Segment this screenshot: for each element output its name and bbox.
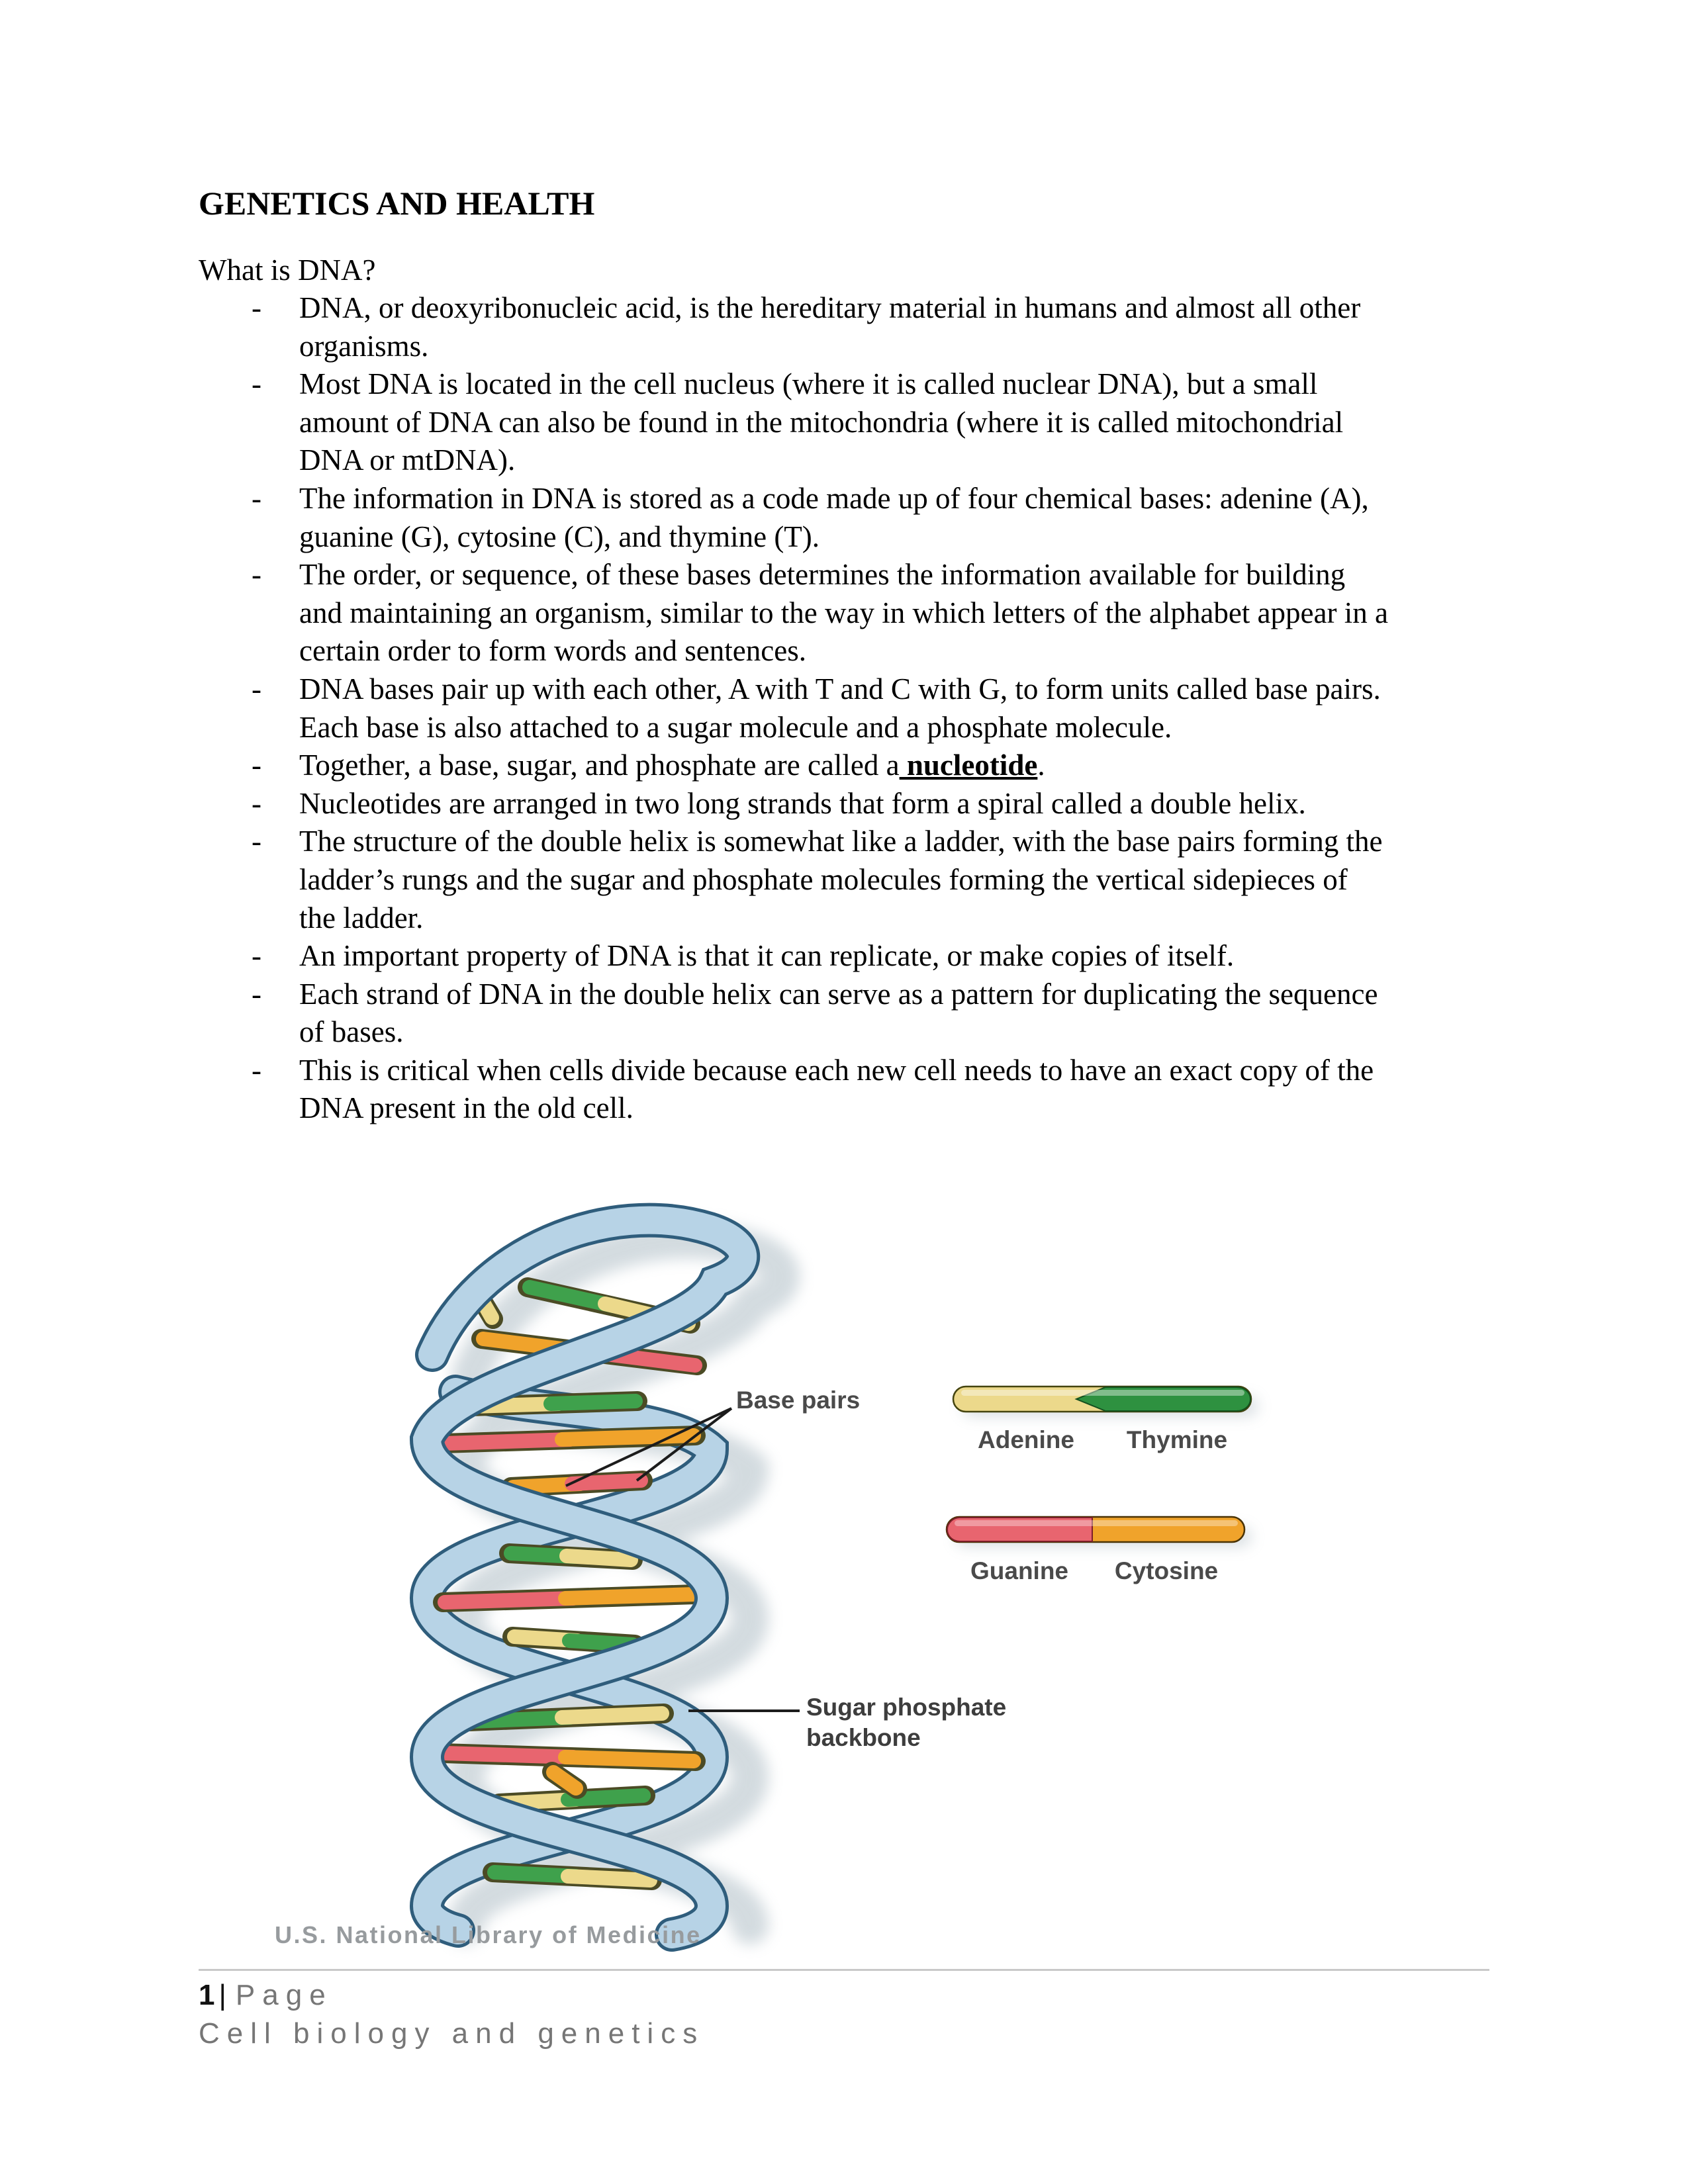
page-title: GENETICS AND HEALTH <box>199 185 595 222</box>
bullet-dash: - <box>252 672 261 705</box>
bullet-item <box>199 365 1390 480</box>
footer-page-number <box>199 1979 333 2012</box>
adenine-label: Adenine <box>978 1426 1074 1453</box>
guanine-label: Guanine <box>970 1557 1069 1584</box>
section-heading: What is DNA? <box>199 253 376 287</box>
bullet-text-post: . <box>1037 749 1045 782</box>
bullet-dash: - <box>252 1053 261 1087</box>
bullet-text: The order, or sequence, of these bases determines the information available for building and maintaining an organism, similar to the way in which letters of the alphabet appear in a certain order to form words and sentences. <box>299 558 1388 668</box>
bullet-dash: - <box>252 977 261 1011</box>
bullet-text: The information in DNA is stored as a code made up of four chemical bases: adenine (A), guanine (G), cytosine (C), and thymine (T). <box>299 481 1369 553</box>
bullet-item <box>199 480 1390 556</box>
bullet-dash: - <box>252 749 261 782</box>
footer-separator: | <box>218 1979 226 2011</box>
bullet-text: DNA, or deoxyribonucleic acid, is the hereditary material in humans and almost all other organisms. <box>299 291 1361 363</box>
guanine-cytosine-bar <box>947 1517 1244 1542</box>
bullet-item <box>199 823 1390 937</box>
bullet-item <box>199 670 1390 747</box>
document-body <box>199 183 1496 1128</box>
bullet-dash: - <box>252 481 261 515</box>
bullet-text-pre: Together, a base, sugar, and phosphate are called a <box>299 749 900 782</box>
bullet-item <box>199 937 1390 976</box>
bullet-item <box>199 976 1390 1052</box>
backbone-label <box>806 1692 1006 1753</box>
bullet-item <box>199 556 1390 670</box>
backbone-label-line1: Sugar phosphate <box>806 1694 1007 1721</box>
thymine-label: Thymine <box>1126 1426 1228 1453</box>
bullet-text: An important property of DNA is that it can replicate, or make copies of itself. <box>299 939 1235 973</box>
cytosine-label: Cytosine <box>1114 1557 1219 1584</box>
footer-doc-name: Cell biology and genetics <box>199 2017 705 2050</box>
bullet-item <box>199 785 1390 823</box>
bullet-text: DNA bases pair up with each other, A with T and C with G, to form units called base pairs. Each base is also attached to a sugar molecule and a phosphate molecule. <box>299 672 1381 744</box>
footer-divider <box>199 1969 1489 1971</box>
bullet-text: This is critical when cells divide because each new cell needs to have an exact copy of the DNA present in the old cell. <box>299 1053 1374 1125</box>
bullet-text: Each strand of DNA in the double helix can serve as a pattern for duplicating the sequence of bases. <box>299 977 1378 1049</box>
page-word: Page <box>235 1979 333 2011</box>
bullet-text: Nucleotides are arranged in two long strands that form a spiral called a double helix. <box>299 786 1306 820</box>
bullet-dash: - <box>252 939 261 973</box>
bullet-dash: - <box>252 558 261 592</box>
bullet-text: Most DNA is located in the cell nucleus (where it is called nuclear DNA), but a small amount of DNA can also be found in the mitochondria (where it is called mitochondrial DNA or mtDNA). <box>299 367 1344 477</box>
dna-figure <box>265 1188 1337 1959</box>
bullet-dash: - <box>252 825 261 858</box>
backbone-label-line2: backbone <box>806 1724 921 1751</box>
bullet-item <box>199 1052 1390 1128</box>
bullet-item <box>199 747 1390 785</box>
image-attribution: U.S. National Library of Medicine <box>275 1921 702 1948</box>
bullet-dash: - <box>252 291 261 324</box>
bullet-list <box>199 289 1390 1128</box>
bullet-dash: - <box>252 367 261 401</box>
bullet-dash: - <box>252 786 261 820</box>
nucleotide-term: nucleotide <box>899 749 1038 782</box>
bullet-text: The structure of the double helix is somewhat like a ladder, with the base pairs forming the ladder’s rungs and the sugar and phosphate molecules forming the vertical sidepieces of the ladder. <box>299 825 1383 934</box>
adenine-thymine-bar <box>953 1387 1251 1412</box>
base-pairs-label: Base pairs <box>736 1387 861 1414</box>
bullet-text <box>299 749 1045 782</box>
bullet-item <box>199 289 1390 365</box>
page-number: 1 <box>199 1979 215 2011</box>
